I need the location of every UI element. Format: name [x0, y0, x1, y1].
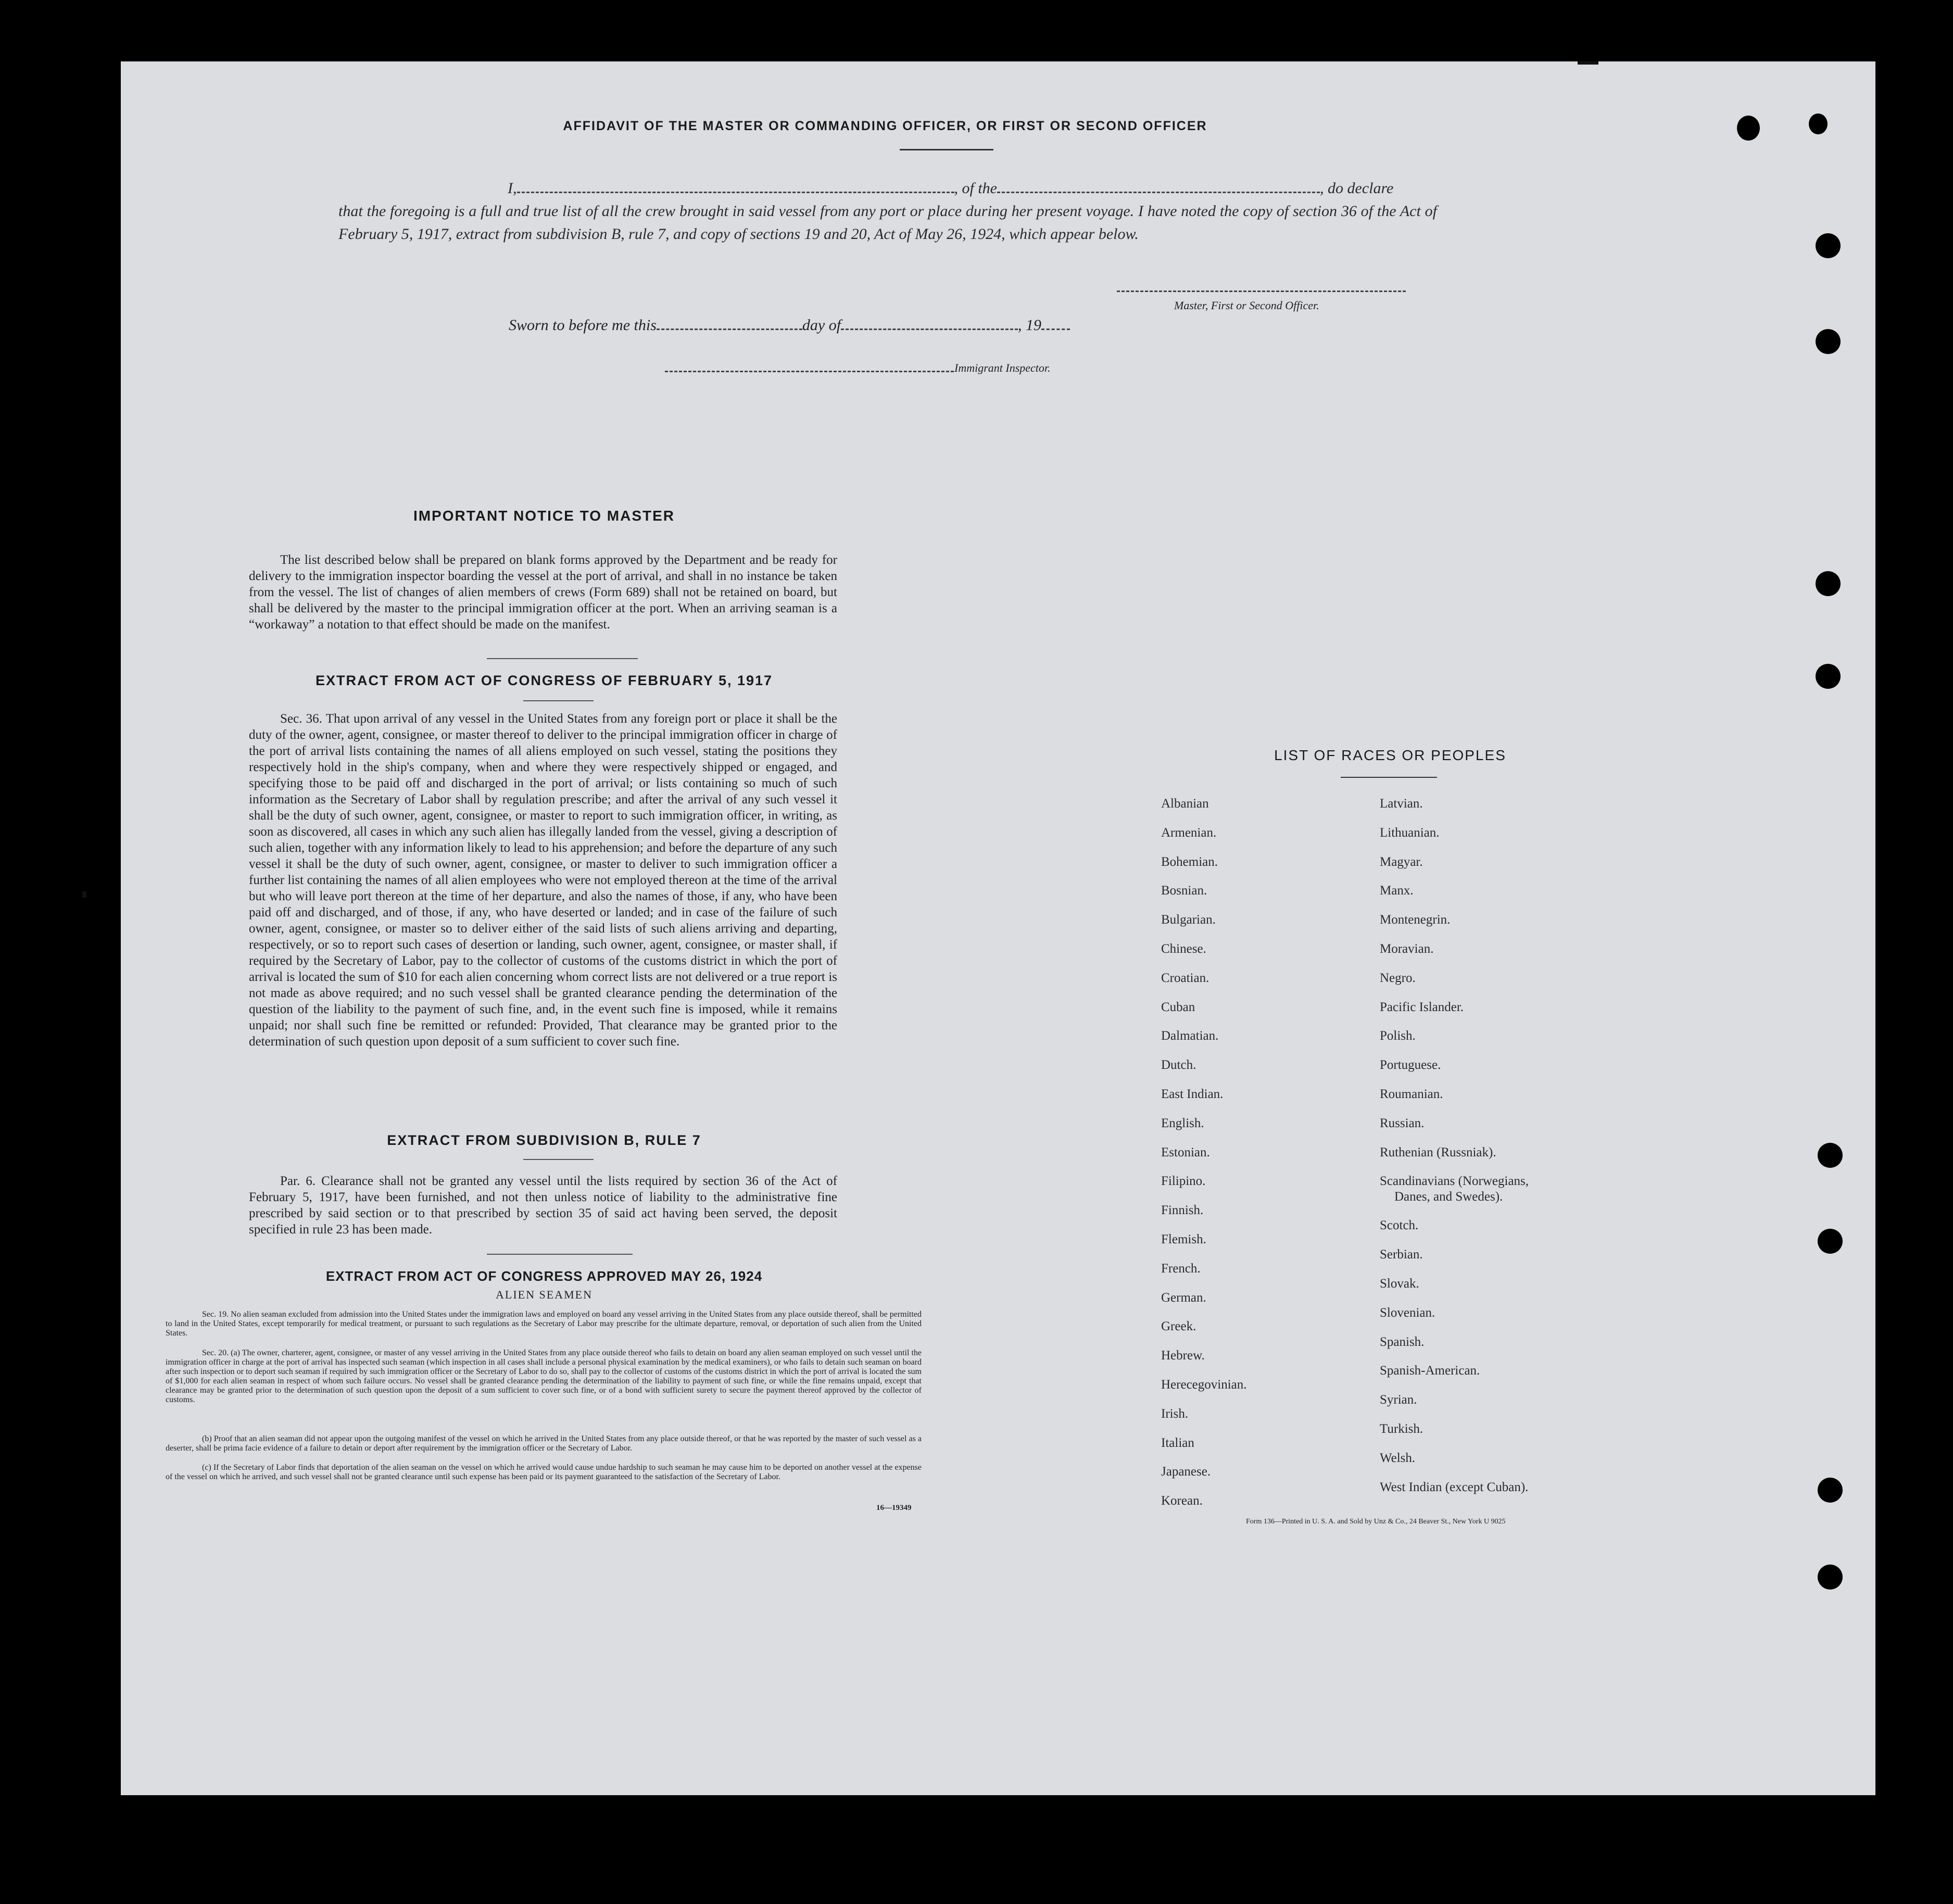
scan-speck: [1578, 61, 1598, 65]
race-item: Hebrew.: [1161, 1348, 1205, 1363]
race-item: Slovak.: [1380, 1276, 1419, 1291]
race-item: Magyar.: [1380, 854, 1423, 869]
race-item: Estonian.: [1161, 1145, 1210, 1159]
race-item: Syrian.: [1380, 1393, 1417, 1407]
inspector-label: Immigrant Inspector.: [954, 361, 1051, 374]
race-item: Polish.: [1380, 1029, 1416, 1043]
race-item: Roumanian.: [1380, 1087, 1443, 1101]
year-label: , 19: [1018, 317, 1042, 334]
rule-7-title: EXTRACT FROM SUBDIVISION B, RULE 7: [387, 1132, 701, 1148]
binder-hole: [1818, 1143, 1843, 1168]
section-20c-text: (c) If the Secretary of Labor finds that deportation of the alien seaman on the vessel on which he arrived would cause undue hardship to such seaman he may cause him to be deported on another vessel at the expense of the vessel on which he arrived, and such vessel shall not be granted clearance until such expense has been paid or its payment guaranteed to the satisfaction of the Secretary of Labor.: [166, 1463, 922, 1481]
race-item: Russian.: [1380, 1116, 1425, 1130]
declare-label: , do declare: [1320, 180, 1394, 197]
inspector-signature-line[interactable]: [665, 371, 954, 372]
race-item: Portuguese.: [1380, 1058, 1441, 1073]
declarant-label: I,: [508, 180, 517, 197]
race-item: French.: [1161, 1261, 1201, 1276]
races-title: LIST OF RACES OR PEOPLES: [1274, 747, 1506, 763]
scan-speck: [82, 891, 86, 898]
sworn-line: [509, 317, 1070, 334]
race-item: Spanish.: [1380, 1334, 1425, 1349]
signature-line[interactable]: [1117, 291, 1406, 292]
binder-hole: [1818, 1229, 1843, 1254]
race-item: Albanian: [1161, 797, 1209, 811]
race-item: Armenian.: [1161, 825, 1217, 840]
race-item: Serbian.: [1380, 1247, 1423, 1262]
alien-seamen-subtitle: ALIEN SEAMEN: [496, 1288, 593, 1301]
vessel-name-field[interactable]: [997, 182, 1320, 193]
race-item: Cuban: [1161, 1000, 1195, 1014]
section-36-text: Sec. 36. That upon arrival of any vessel in the United States from any foreign port or place it shall be the duty of the owner, agent, consignee, or master thereof to deliver to the principal immigration officer in charge of the port of arrival lists containing the names of all aliens employed on such vessel, stating the positions they respectively hold in the ship's company, when and where they were respectively shipped or engaged, and specifying those to be paid off and discharged in the port of arrival; or lists containing so much of such information as the Secretary of Labor shall by regulation prescribe; and after the arrival of any such vessel it shall be the duty of such owner, agent, consignee, or master to report to such immigration officer, in writing, as soon as discovered, all cases in which any such alien has illegally landed from the vessel, giving a description of such alien, together with any information likely to lead to his apprehension; and before the departure of any such vessel it shall be the duty of such owner, agent, consignee, or master to deliver to such immigration officer a further list containing the names of all alien employees who were not employed thereon at the time of the arrival but who will leave port thereon at the time of her departure, and also the names of those, if any, who have been paid off and discharged, and of those, if any, who have deserted or landed; and in case of the failure of such owner, agent, consignee, or master so to deliver either of the said lists of such aliens arriving and departing, respectively, or so to report such cases of desertion or landing, such owner, agent, consignee, or master shall, if required by the Secretary of Labor, pay to the collector of customs of the customs district in which the port of arrival is located the sum of $10 for each alien concerning whom correct lists are not delivered or a true report is not made as above required; and no such vessel shall be granted clearance pending the determination of the question of the liability to the payment of such fine, and, in the event such fine is imposed, while it remains unpaid; nor shall such fine be remitted or refunded: Provided, That clearance may be granted prior to the determination of such question upon deposit of a sum sufficient to cover such fine.: [249, 712, 837, 1049]
title-underline: [900, 149, 993, 150]
race-item: Montenegrin.: [1380, 913, 1451, 927]
binder-hole: [1816, 571, 1841, 596]
divider: [523, 700, 594, 701]
race-item: Turkish.: [1380, 1421, 1423, 1436]
race-item: Negro.: [1380, 970, 1416, 985]
race-item: Manx.: [1380, 884, 1414, 898]
divider: [487, 658, 638, 659]
print-code: 16—19349: [876, 1504, 912, 1512]
declaration-line: [338, 177, 1432, 200]
sworn-month-field[interactable]: [841, 319, 1018, 330]
vessel-label: , of the: [954, 180, 997, 197]
binder-hole: [1818, 1565, 1843, 1590]
race-item: Slovenian.: [1380, 1305, 1435, 1320]
races-left-column: [1161, 789, 1247, 1516]
extract-1917-title: EXTRACT FROM ACT OF CONGRESS OF FEBRUARY 5, 1917: [315, 673, 773, 688]
sworn-year-field[interactable]: [1041, 319, 1070, 330]
notice-text: The list described below shall be prepared on blank forms approved by the Department and be ready for delivery to the immigration inspector boarding the vessel at the port of arrival, and shall in no instance be taken from the vessel. The list of changes of alien members of crews (Form 689) shall not be retained on board, but shall be delivered by the master to the principal immigration officer at the port. When an arriving seaman is a “workaway” a notation to that effect should be made on the manifest.: [249, 553, 837, 632]
sworn-day-field[interactable]: [657, 319, 802, 330]
race-item: Bulgarian.: [1161, 913, 1216, 927]
binder-hole: [1816, 329, 1841, 354]
races-title-underline: [1341, 777, 1437, 778]
rule-7-text: Par. 6. Clearance shall not be granted any vessel until the lists required by section 36 of the Act of February 5, 1917, have been furnished, and not then unless notice of liability to the administrative fine prescribed by said section or to that prescribed by section 35 of said act having been served, the deposit specified in rule 23 has been made.: [249, 1174, 837, 1237]
race-item: Greek.: [1161, 1319, 1196, 1334]
race-item: Flemish.: [1161, 1232, 1206, 1246]
race-item: Dalmatian.: [1161, 1029, 1219, 1043]
divider: [487, 1254, 633, 1255]
notice-title: IMPORTANT NOTICE TO MASTER: [413, 508, 675, 524]
extract-1924-title: EXTRACT FROM ACT OF CONGRESS APPROVED MAY 26, 1924: [325, 1268, 763, 1284]
race-item: Chinese.: [1161, 941, 1206, 956]
race-item: Lithuanian.: [1380, 825, 1440, 840]
race-item: Scandinavians (Norwegians,: [1380, 1174, 1529, 1189]
race-item: Ruthenian (Russniak).: [1380, 1145, 1496, 1159]
binder-hole: [1816, 664, 1841, 689]
binder-hole: [1818, 1478, 1843, 1503]
race-item: Japanese.: [1161, 1465, 1211, 1479]
race-item: English.: [1161, 1116, 1204, 1130]
race-item: Danes, and Swedes).: [1394, 1190, 1503, 1204]
race-item: Croatian.: [1161, 970, 1209, 985]
race-item: Dutch.: [1161, 1058, 1196, 1073]
signature-label: Master, First or Second Officer.: [1174, 299, 1319, 312]
divider: [523, 1159, 594, 1160]
affidavit-title: AFFIDAVIT OF THE MASTER OR COMMANDING OFFICER, OR FIRST OR SECOND OFFICER: [563, 119, 1207, 133]
race-item: Pacific Islander.: [1380, 1000, 1464, 1014]
section-20a-text: Sec. 20. (a) The owner, charterer, agent, consignee, or master of any vessel arriving in the United States from any place outside thereof who fails to detain on board any alien seaman employed on such vessel until the immigration officer in charge at the port of arrival has inspected such seaman (which inspection in all cases shall include a personal physical examination by the medical examiners), or who fails to detain such seaman on board after such inspection or to deport such seaman if required by such immigration officer or the Secretary of Labor to do so, shall pay to the collector of customs of the customs district in which the port of arrival is located the sum of $1,000 for each alien seaman in respect of whom such failure occurs. No vessel shall be granted clearance pending the determination of the liability to payment of such fine, or while the fine remains unpaid, except that clearance may be granted prior to the determination of such question upon the deposit of a sum sufficient to cover such fine, or of a bond with sufficient surety to secure the payment thereof approved by the collector of customs.: [166, 1348, 922, 1404]
section-19-text: Sec. 19. No alien seaman excluded from admission into the United States under the immigration laws and employed on board any vessel arriving in the United States from any place outside thereof, shall be permitted to land in the United States, except temporarily for medical treatment, or pursuant to such regulations as the Secretary of Labor may prescribe for the ultimate departure, removal, or deportation of such alien from the United States.: [166, 1310, 922, 1338]
race-item: Italian: [1161, 1435, 1194, 1450]
race-item: Filipino.: [1161, 1174, 1206, 1189]
declaration-body: that the foregoing is a full and true list of all the crew brought in said vessel from any port or place during her present voyage. I have noted the copy of section 36 of the Act of February 5, 1917, extract from subdivision B, rule 7, and copy of sections 19 and 20, Act of May 26, 1924, which appear below.: [338, 203, 1437, 243]
section-20b-text: (b) Proof that an alien seaman did not appear upon the outgoing manifest of the vessel on which he arrived in the United States from any place outside thereof, or that he was reported by the master of such vessel as a deserter, shall be prima facie evidence of a failure to detain or deport after requirement by the immigration officer or the Secretary of Labor.: [166, 1434, 922, 1453]
race-item: Bohemian.: [1161, 854, 1218, 869]
race-item: Korean.: [1161, 1494, 1203, 1508]
declarant-name-field[interactable]: [517, 182, 954, 193]
race-item: Moravian.: [1380, 941, 1434, 956]
form-footer: Form 136—Printed in U. S. A. and Sold by Unz & Co., 24 Beaver St., New York U 9025: [1246, 1518, 1506, 1525]
binder-hole: [1816, 233, 1841, 258]
races-right-column: [1380, 789, 1529, 1502]
race-item: West Indian (except Cuban).: [1380, 1480, 1529, 1494]
race-item: Scotch.: [1380, 1218, 1419, 1233]
race-item: Spanish-American.: [1380, 1364, 1480, 1378]
race-item: Irish.: [1161, 1406, 1189, 1421]
race-item: Welsh.: [1380, 1451, 1416, 1465]
race-item: Bosnian.: [1161, 884, 1207, 898]
race-item: East Indian.: [1161, 1087, 1224, 1101]
sworn-label: Sworn to before me this: [509, 317, 657, 334]
day-of-label: day of: [802, 317, 841, 334]
race-item: Herecegovinian.: [1161, 1377, 1247, 1392]
binder-hole: [1809, 114, 1828, 134]
race-item: German.: [1161, 1290, 1206, 1305]
race-item: Latvian.: [1380, 797, 1423, 811]
race-item: Finnish.: [1161, 1203, 1204, 1218]
